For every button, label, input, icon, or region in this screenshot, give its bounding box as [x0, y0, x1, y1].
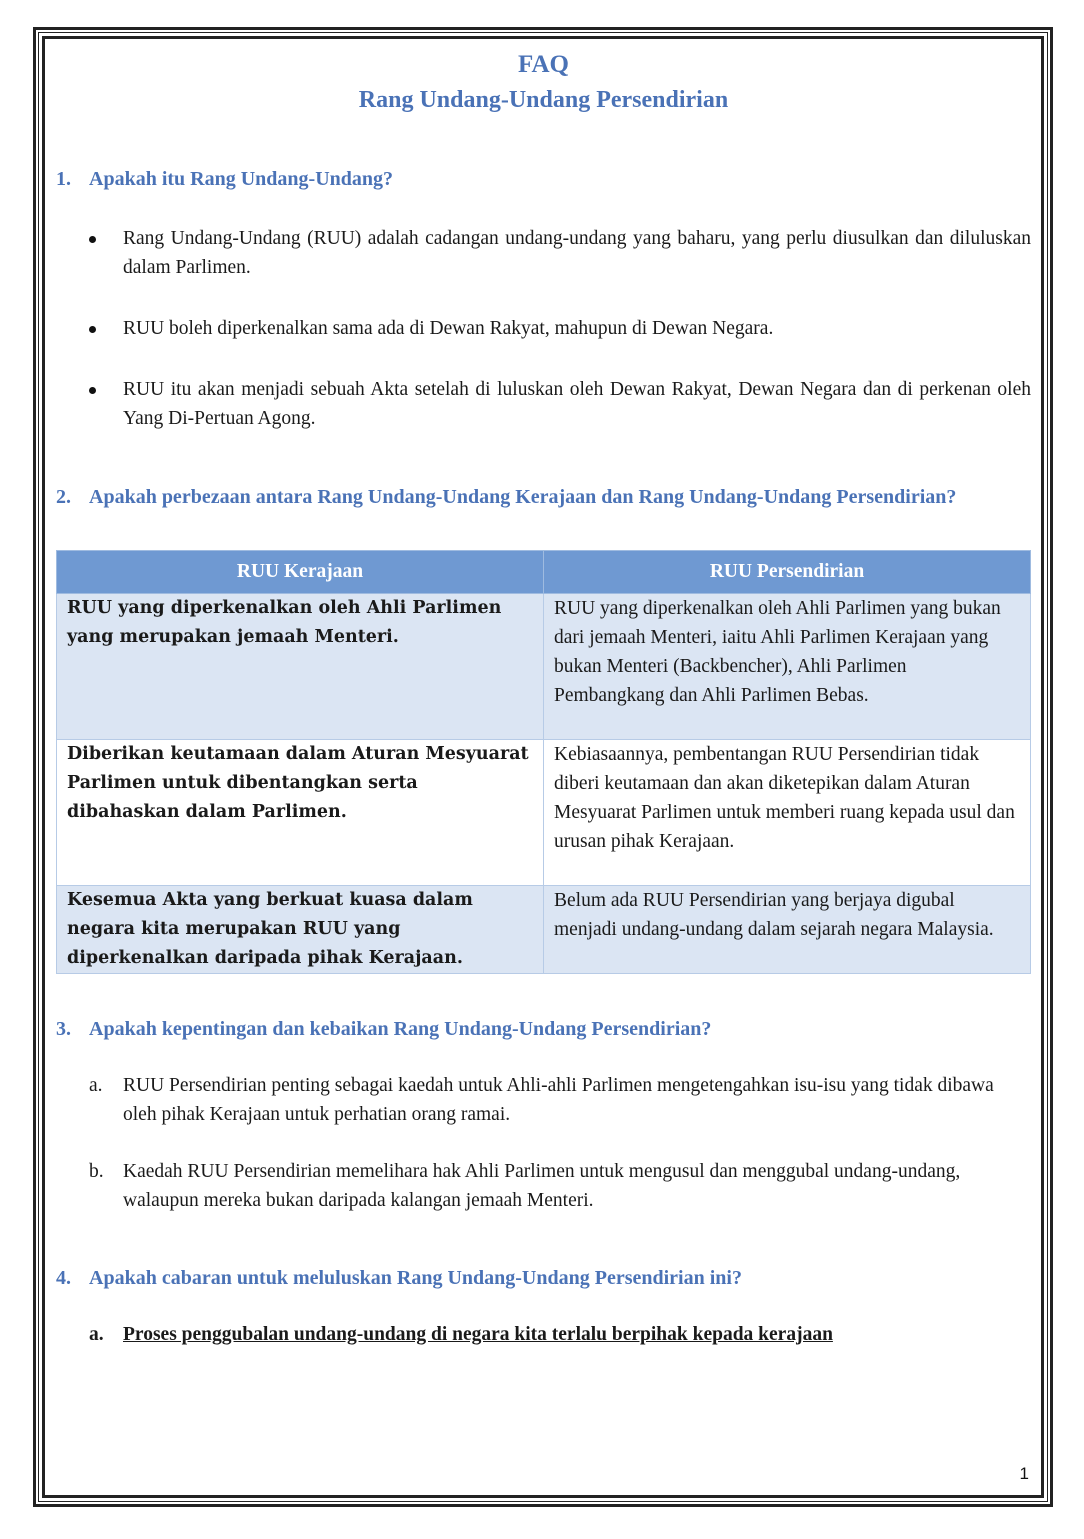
doc-subtitle: Rang Undang-Undang Persendirian — [358, 87, 729, 113]
answer-4-list — [56, 1320, 1031, 1349]
list-item-text: RUU itu akan menjadi sebuah Akta setelah di luluskan oleh Dewan Rakyat, Dewan Negara dan di perkenan oleh Yang Di-Pertuan Agong. — [123, 379, 1031, 429]
page-number: 1 — [1019, 1464, 1029, 1483]
question-2 — [56, 486, 1031, 509]
list-item — [56, 1157, 1031, 1215]
list-item — [56, 1320, 1031, 1349]
question-number: 2. — [56, 486, 71, 508]
table-row — [57, 886, 1031, 974]
list-item-text: Rang Undang-Undang (RUU) adalah cadangan undang-undang yang baharu, yang perlu diusulkan dan diluluskan dalam Parlimen. — [123, 228, 1031, 278]
document-body — [56, 48, 1031, 1349]
question-number: 4. — [56, 1267, 71, 1289]
list-item — [56, 314, 1031, 343]
column-header: RUU Kerajaan — [57, 551, 544, 594]
question-number: 1. — [56, 168, 71, 190]
question-text: Apakah perbezaan antara Rang Undang-Undang Kerajaan dan Rang Undang-Undang Persendirian? — [89, 486, 957, 508]
question-1 — [56, 168, 1031, 191]
table-cell: RUU yang diperkenalkan oleh Ahli Parlimen yang merupakan jemaah Menteri. — [57, 594, 544, 740]
question-number: 3. — [56, 1018, 71, 1040]
answer-1-list — [56, 224, 1031, 433]
list-item-text: Kaedah RUU Persendirian memelihara hak Ahli Parlimen untuk mengusul dan menggubal undang-undang, walaupun mereka bukan daripada kalangan jemaah Menteri. — [123, 1161, 961, 1211]
bullet-icon — [89, 326, 96, 333]
table-cell: Kebiasaannya, pembentangan RUU Persendirian tidak diberi keutamaan dan akan diketepikan dalam Aturan Mesyuarat Parlimen untuk memberi ruang kepada usul dan urusan pihak Kerajaan. — [544, 740, 1031, 886]
doc-title: FAQ — [518, 51, 569, 78]
list-item-text: RUU Persendirian penting sebagai kaedah untuk Ahli-ahli Parlimen mengetengahkan isu-isu yang tidak dibawa oleh pihak Kerajaan untuk perhatian orang ramai. — [123, 1075, 994, 1125]
table-header-row — [57, 551, 1031, 594]
list-item-text: RUU boleh diperkenalkan sama ada di Dewan Rakyat, mahupun di Dewan Negara. — [123, 318, 774, 339]
question-text: Apakah itu Rang Undang-Undang? — [89, 168, 394, 190]
list-item — [56, 1071, 1031, 1129]
question-3 — [56, 1018, 1031, 1041]
table-cell: Kesemua Akta yang berkuat kuasa dalam negara kita merupakan RUU yang diperkenalkan daripada pihak Kerajaan. — [57, 886, 544, 974]
list-item — [56, 224, 1031, 282]
list-marker: a. — [89, 1075, 103, 1096]
question-text: Apakah kepentingan dan kebaikan Rang Undang-Undang Persendirian? — [89, 1018, 712, 1040]
table-row — [57, 740, 1031, 886]
table-row — [57, 594, 1031, 740]
table-cell: Diberikan keutamaan dalam Aturan Mesyuarat Parlimen untuk dibentangkan serta dibahaskan dalam Parlimen. — [57, 740, 544, 886]
list-marker: a. — [89, 1324, 104, 1345]
question-4 — [56, 1267, 1031, 1290]
table-cell: Belum ada RUU Persendirian yang berjaya digubal menjadi undang-undang dalam sejarah negara Malaysia. — [544, 886, 1031, 974]
bullet-icon — [89, 387, 96, 394]
question-text: Apakah cabaran untuk meluluskan Rang Undang-Undang Persendirian ini? — [89, 1267, 742, 1289]
list-item — [56, 375, 1031, 433]
list-item-text: Proses penggubalan undang-undang di negara kita terlalu berpihak kepada kerajaan — [123, 1324, 833, 1345]
bullet-icon — [89, 236, 96, 243]
answer-3-list — [56, 1071, 1031, 1215]
table-cell: RUU yang diperkenalkan oleh Ahli Parlimen yang bukan dari jemaah Menteri, iaitu Ahli Parlimen Kerajaan yang bukan Menteri (Backbencher), Ahli Parlimen Pembangkang dan Ahli Parlimen Bebas. — [544, 594, 1031, 740]
list-marker: b. — [89, 1161, 104, 1182]
column-header: RUU Persendirian — [544, 551, 1031, 594]
comparison-table — [56, 550, 1031, 974]
